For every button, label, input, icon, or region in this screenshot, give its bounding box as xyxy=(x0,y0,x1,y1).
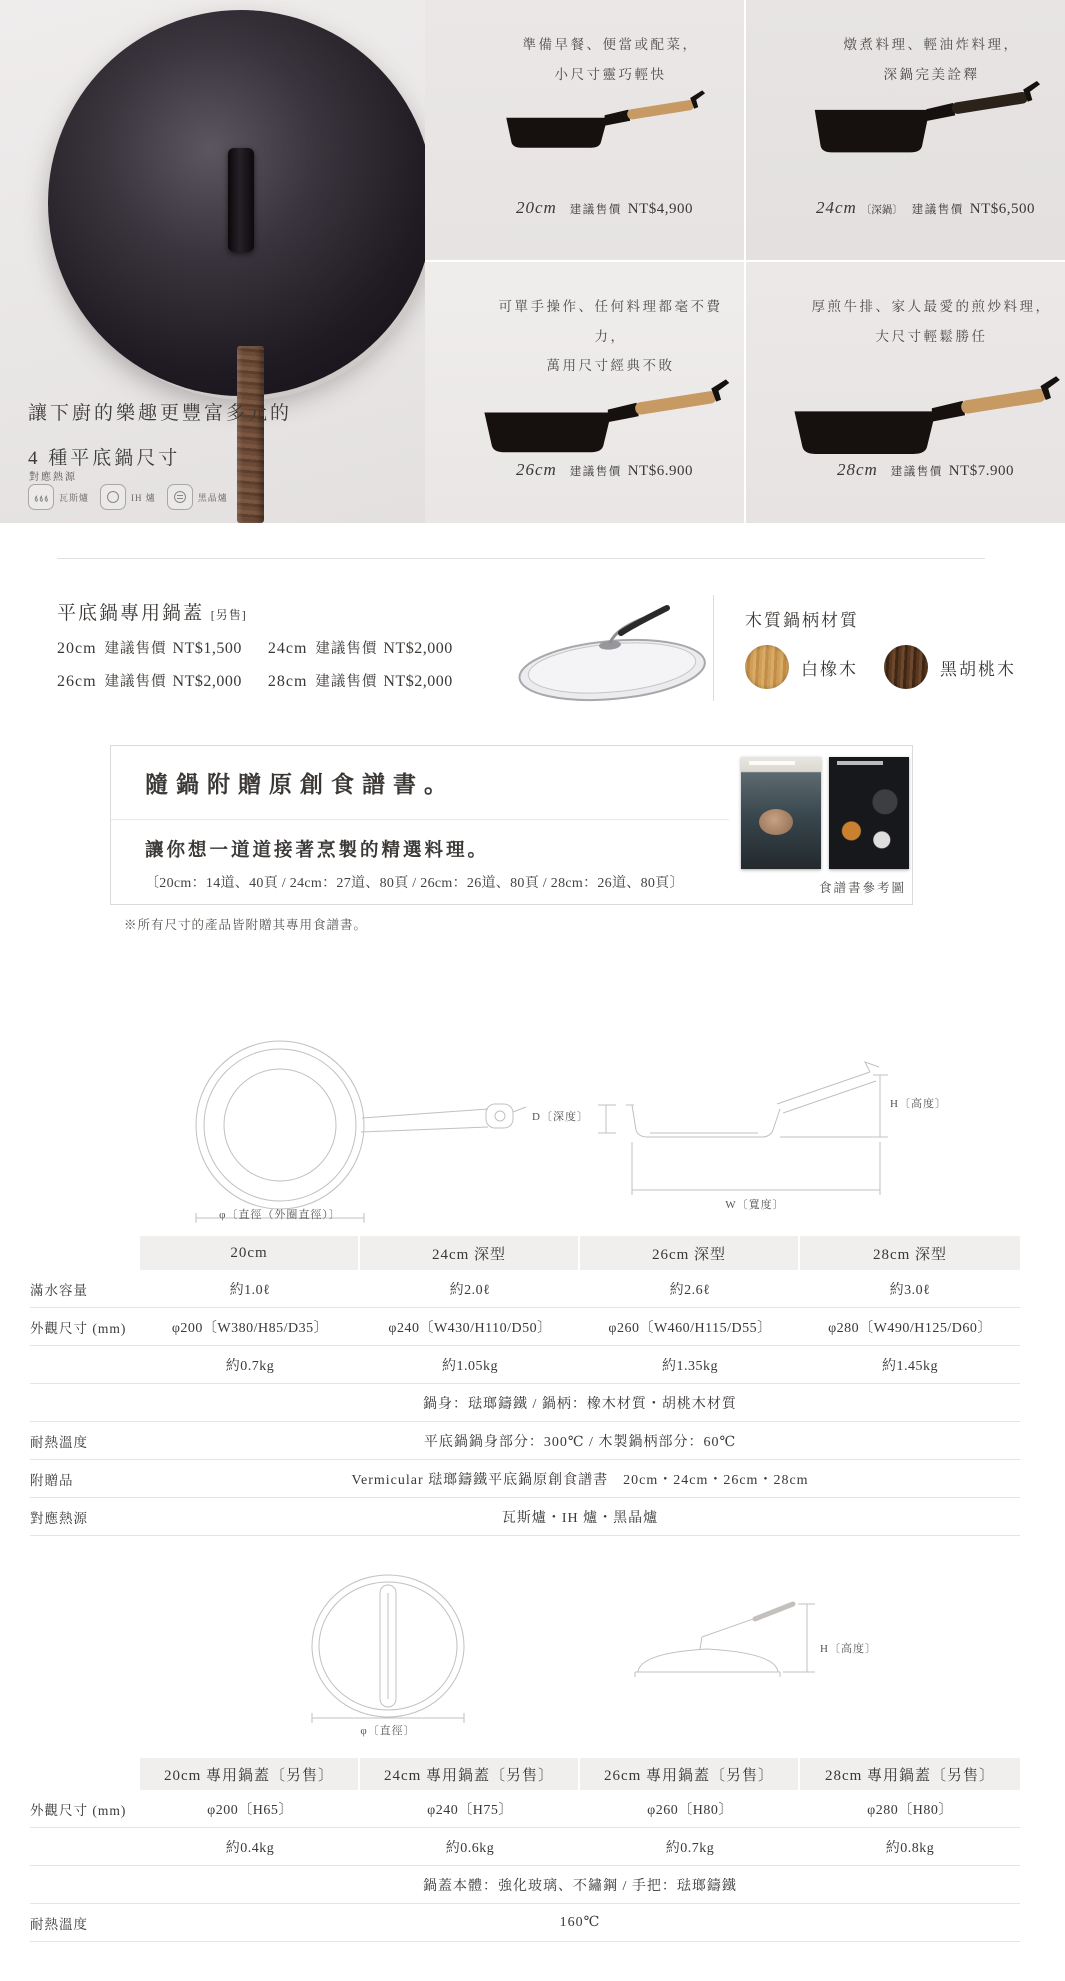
pan-diagram-depth-label: D〔深度〕 xyxy=(532,1111,589,1123)
pan-spec-table xyxy=(30,1236,1020,1536)
radiant-heater-icon xyxy=(167,484,193,510)
recipe-caption: 食譜書參考圖 xyxy=(818,881,906,895)
recipe-book-box xyxy=(110,745,913,905)
oak-swatch xyxy=(745,645,789,689)
pan-illustration-24cm xyxy=(794,78,1049,174)
card-26cm xyxy=(425,262,744,523)
lid-col-28cm: 28cm 專用鍋蓋〔另售〕 xyxy=(800,1758,1020,1790)
heat-name-radiant: 黑晶爐 xyxy=(197,492,228,503)
lid-price-line2: 26cm 建議售價 NT$2,000 28cm 建議售價 NT$2,000 xyxy=(57,673,453,690)
hero-pan-photo xyxy=(0,0,425,523)
wood-option-oak: 白橡木 xyxy=(745,645,858,689)
heat-source-label: 對應熱源 xyxy=(29,472,77,483)
heat-item-ih xyxy=(100,484,156,510)
wood-options xyxy=(745,645,1042,689)
recipe-inner-divider xyxy=(111,819,729,820)
pan-lid-image xyxy=(48,10,425,396)
pan-diagram-height-label: H〔高度〕 xyxy=(890,1098,947,1110)
pan-col-20cm: 20cm xyxy=(140,1236,360,1270)
price-26cm: 26cm 建議售價 NT$6.900 xyxy=(515,460,694,479)
row-material: 鍋身：琺瑯鑄鐵 / 鍋柄：橡木材質・胡桃木材質 xyxy=(30,1384,1020,1422)
pan-diagram-width-label: W〔寬度〕 xyxy=(725,1199,785,1211)
gas-flame-icon xyxy=(28,484,54,510)
row-weights: 約0.7kg 約1.05kg 約1.35kg 約1.45kg xyxy=(30,1346,1020,1384)
heat-item-gas xyxy=(28,484,89,510)
section-divider xyxy=(57,558,985,559)
card-24cm xyxy=(746,0,1065,260)
hero-headline-line2: 4 種平底鍋尺寸 xyxy=(28,447,181,469)
heat-item-radiant xyxy=(167,484,228,510)
wood-option-walnut: 黑胡桃木 xyxy=(884,645,1016,689)
row-dimensions: 外觀尺寸 (mm) φ200〔W380/H85/D35〕 φ240〔W430/H110/D50〕 φ260〔W460/H115/D55〕 φ280〔W490/H125/D60〕 xyxy=(30,1308,1020,1346)
recipe-footnote: ※所有尺寸的產品皆附贈其專用食譜書。 xyxy=(124,918,368,932)
lid-diagram-height-label: H〔高度〕 xyxy=(820,1643,877,1655)
heat-name-gas: 瓦斯爐 xyxy=(59,492,90,503)
recipe-book-cover-1 xyxy=(741,757,821,869)
card-28cm-description: 厚煎牛排、家人最愛的煎炒料理， 大尺寸輕鬆勝任 xyxy=(811,299,1052,344)
card-20cm xyxy=(425,0,744,260)
lid-price-line1: 20cm 建議售價 NT$1,500 24cm 建議售價 NT$2,000 xyxy=(57,640,453,657)
vertical-divider xyxy=(713,595,714,701)
pan-col-26cm: 26cm 深型 xyxy=(580,1236,800,1270)
lid-col-26cm: 26cm 專用鍋蓋〔另售〕 xyxy=(580,1758,800,1790)
lid-row-material: 鍋蓋本體：強化玻璃、不鏽鋼 / 手把：琺瑯鑄鐵 xyxy=(30,1866,1020,1904)
lid-col-20cm: 20cm 專用鍋蓋〔另售〕 xyxy=(140,1758,360,1790)
card-24cm-description: 燉煮料理、輕油炸料理， 深鍋完美詮釋 xyxy=(843,37,1020,82)
recipe-subtitle: 讓你想一道道接著烹製的精選料理。 xyxy=(145,841,490,861)
lid-offer-tag: [另售] xyxy=(210,608,247,622)
pan-col-24cm: 24cm 深型 xyxy=(360,1236,580,1270)
row-heat-source: 對應熱源 瓦斯爐・IH 爐・黑晶爐 xyxy=(30,1498,1020,1536)
ih-ring-icon xyxy=(100,484,126,510)
size-20cm: 20cm xyxy=(515,198,557,217)
size-28cm: 28cm xyxy=(836,460,878,479)
price-20cm: 20cm 建議售價 NT$4,900 xyxy=(515,198,694,217)
row-capacity: 滿水容量 約1.0ℓ 約2.0ℓ 約2.6ℓ 約3.0ℓ xyxy=(30,1270,1020,1308)
pan-col-28cm: 28cm 深型 xyxy=(800,1236,1020,1270)
row-bonus: 附贈品 Vermicular 琺瑯鑄鐵平底鍋原創食譜書 20cm・24cm・26cm・28cm xyxy=(30,1460,1020,1498)
lid-knob xyxy=(228,148,254,252)
card-28cm xyxy=(746,262,1065,523)
glass-lid-photo xyxy=(512,588,717,706)
pan-spec-header xyxy=(30,1236,1020,1270)
recipe-detail: 〔20cm：14道、40頁 / 24cm：27道、80頁 / 26cm：26道、80頁 / 28cm：26道、80頁〕 xyxy=(145,876,684,891)
lid-diagram-phi-label: φ〔直徑〕 xyxy=(360,1725,416,1737)
lid-col-24cm: 24cm 專用鍋蓋〔另售〕 xyxy=(360,1758,580,1790)
lid-row-heat-resist: 耐熱溫度 160℃ xyxy=(30,1904,1020,1942)
wood-material-title: 木質鍋柄材質 xyxy=(745,611,859,630)
lid-offer-title: 平底鍋專用鍋蓋 [另售] xyxy=(57,603,247,624)
hero-section xyxy=(0,0,1065,523)
row-heat-resist: 耐熱溫度 平底鍋鍋身部分：300℃ / 木製鍋柄部分：60℃ xyxy=(30,1422,1020,1460)
size-26cm: 26cm xyxy=(515,460,557,479)
lid-spec-table xyxy=(30,1758,1020,1942)
recipe-book-cover-2 xyxy=(829,757,909,869)
lid-row-dimensions: 外觀尺寸 (mm) φ200〔H65〕 φ240〔H75〕 φ260〔H80〕 φ280〔H80〕 xyxy=(30,1790,1020,1828)
lid-spec-header xyxy=(30,1758,1020,1790)
price-24cm: 24cm 〔深鍋〕 建議售價 NT$6,500 xyxy=(815,198,1036,217)
size-24cm: 24cm xyxy=(815,198,857,217)
card-26cm-description: 可單手操作、任何料理都毫不費力， 萬用尺寸經典不敗 xyxy=(498,299,723,374)
pan-diagram-phi-label: φ〔直徑（外圈直徑）〕 xyxy=(219,1209,341,1221)
hero-headline-line1: 讓下廚的樂趣更豐富多元的 xyxy=(28,403,293,424)
heat-source-icons xyxy=(28,484,239,510)
pan-illustration-20cm xyxy=(488,84,713,168)
size-cards-grid xyxy=(425,0,1065,523)
card-20cm-description: 準備早餐、便當或配菜， 小尺寸靈巧輕快 xyxy=(522,37,699,82)
heat-name-ih: IH 爐 xyxy=(131,492,156,503)
price-28cm: 28cm 建議售價 NT$7.900 xyxy=(836,460,1015,479)
walnut-swatch xyxy=(884,645,928,689)
recipe-title: 隨鍋附贈原創食譜書。 xyxy=(145,772,455,797)
lid-row-weights: 約0.4kg 約0.6kg 約0.7kg 約0.8kg xyxy=(30,1828,1020,1866)
